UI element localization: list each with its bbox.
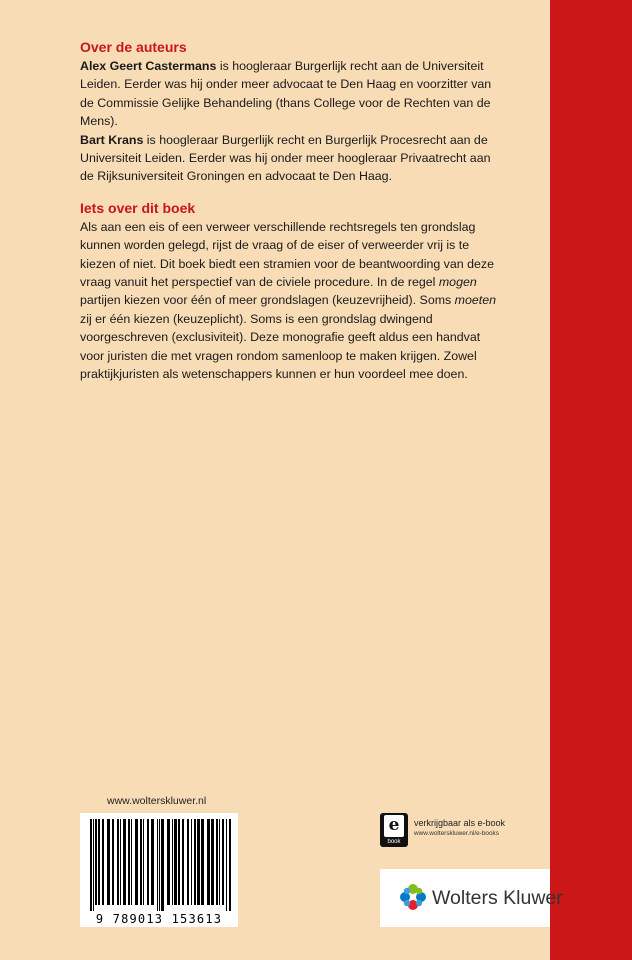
- barcode-bar: [216, 819, 218, 905]
- about-authors-heading: Over de auteurs: [80, 39, 187, 55]
- wolters-kluwer-logo: [380, 869, 563, 927]
- barcode-bar: [172, 819, 173, 905]
- ebook-availability: verkrijgbaar als e-book: [414, 818, 506, 828]
- barcode-bar: [143, 819, 144, 905]
- barcode-bar: [90, 819, 92, 911]
- book-emphasis-2: moeten: [454, 293, 497, 308]
- red-side-stripe: [550, 0, 632, 960]
- author2-bio: is hoogleraar Burgerlijk recht en Burgerlijk Procesrecht aan de Universiteit Leiden. Eerder was hij onder meer hoogleraar Privaatrecht aan de Rijksuniversiteit Groningen en advocaat te Den Haag.: [80, 132, 491, 184]
- barcode-bar: [117, 819, 119, 905]
- author2-name: Bart Krans: [80, 132, 144, 147]
- barcode-bar: [147, 819, 149, 905]
- ebook-icon-label: book: [387, 839, 401, 845]
- isbn-barcode: [80, 813, 238, 927]
- author1-bio: is hoogleraar Burgerlijk recht aan de Universiteit Leiden. Eerder was hij onder meer advocaat te Den Haag en voorzitter van de Commissie Gelijke Behandeling (thans College voor de Rechten van de Mens).: [80, 59, 492, 129]
- ebook-icon-letter: e: [384, 815, 404, 837]
- barcode-bar: [191, 819, 192, 905]
- book-text-part-1: Als aan een eis of een verweer verschillende rechtsregels ten grondslag kunnen worden gelegd, rijst de vraag of de eiser of verweerder vrij is te kiezen of niet. Dit boek biedt een stramien voor de beantwoording van deze vraag vanuit het perspectief van de civiele procedure. In de regel: [80, 219, 494, 290]
- barcode-bar: [128, 819, 130, 905]
- barcode-bar: [211, 819, 214, 905]
- wolters-kluwer-mark-icon: [398, 882, 428, 912]
- barcode-bar: [159, 819, 160, 911]
- barcode-bar: [194, 819, 196, 905]
- book-emphasis-1: mogen: [438, 275, 477, 290]
- barcode-bar: [226, 819, 227, 911]
- barcode-bar: [157, 819, 158, 911]
- barcode-bar: [167, 819, 170, 905]
- author1-paragraph: [80, 57, 500, 131]
- barcode-number: 9 789013 153613: [95, 912, 223, 926]
- barcode-bar: [207, 819, 210, 905]
- barcode-bar: [95, 819, 97, 905]
- back-cover-text: [80, 38, 500, 384]
- book-text-part-3: zij er één kiezen (keuzeplicht). Soms is een grondslag dwingend voorgeschreven (exclusiviteit). Deze monografie geeft aldus een handvat voor juristen die met vragen rondom samenloop te maken krijgen. Zowel praktijkjuristen als wetenschappers kunnen er hun voordeel mee doen.: [80, 311, 481, 382]
- about-book-heading: Iets over dit boek: [80, 199, 196, 216]
- barcode-bar: [140, 819, 142, 905]
- author1-name: Alex Geert Castermans: [80, 59, 217, 73]
- barcode-bar: [182, 819, 184, 905]
- barcode-bar: [178, 819, 180, 905]
- barcode-bar: [93, 819, 94, 911]
- barcode-bar: [123, 819, 126, 905]
- author2-paragraph: [80, 131, 500, 186]
- ebook-badge: [380, 813, 530, 847]
- ebook-icon: [380, 813, 408, 847]
- barcode-bar: [187, 819, 189, 905]
- barcode-bar: [131, 819, 132, 905]
- barcode-bar: [174, 819, 177, 905]
- barcode-bar: [229, 819, 231, 911]
- ebook-url: www.wolterskluwer.nl/e-books: [414, 830, 499, 837]
- publisher-url: www.wolterskluwer.nl: [107, 795, 207, 807]
- barcode-bar: [98, 819, 100, 905]
- barcode-bar: [120, 819, 121, 905]
- barcode-bar: [107, 819, 110, 905]
- barcode-bar: [135, 819, 138, 905]
- barcode-bar: [219, 819, 220, 905]
- wolters-kluwer-name: Wolters Kluwer: [432, 887, 563, 909]
- book-description: [80, 218, 500, 384]
- barcode-bars: [80, 813, 238, 913]
- barcode-bar: [161, 819, 164, 911]
- barcode-bar: [151, 819, 154, 905]
- barcode-bar: [222, 819, 224, 905]
- barcode-bar: [197, 819, 200, 905]
- barcode-bar: [102, 819, 104, 905]
- barcode-bar: [112, 819, 114, 905]
- book-text-part-2: partijen kiezen voor één of meer grondslagen (keuzevrijheid). Soms: [80, 293, 455, 308]
- barcode-bar: [201, 819, 204, 905]
